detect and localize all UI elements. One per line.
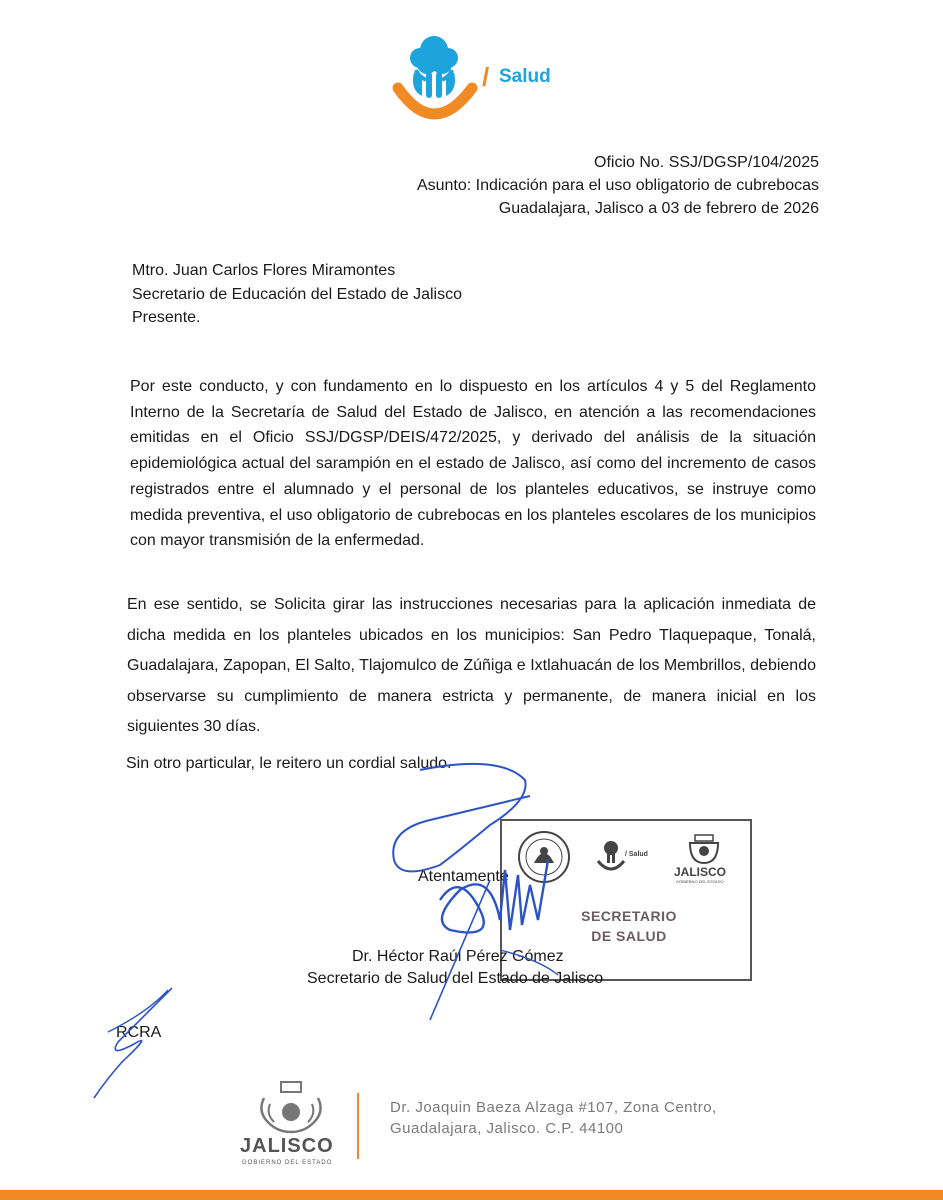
asunto: Asunto: Indicación para el uso obligatorio de cubrebocas bbox=[416, 177, 819, 194]
signer-name: Dr. Héctor Raúl Pérez Gómez bbox=[352, 948, 564, 965]
handwritten-signature bbox=[380, 760, 580, 1030]
initials-scribble bbox=[88, 982, 178, 1102]
stamp-title bbox=[574, 906, 684, 946]
stamp-line-2: DE SALUD bbox=[591, 928, 667, 944]
brand-slash: / bbox=[482, 62, 490, 92]
oficio-number: Oficio No. SSJ/DGSP/104/2025 bbox=[594, 154, 819, 171]
initials: RCRA bbox=[116, 1024, 162, 1041]
footer-address bbox=[390, 1097, 717, 1139]
brand-name: Salud bbox=[499, 66, 551, 87]
stamp-gobierno-label: GOBIERNO DEL ESTADO bbox=[676, 879, 724, 884]
closing-line: Sin otro particular, le reitero un cordial saludo. bbox=[126, 755, 452, 772]
stamp-salud-label: / Salud bbox=[625, 851, 648, 858]
stamp-jalisco-shield-icon bbox=[686, 833, 722, 865]
footer-jalisco: JALISCO bbox=[240, 1135, 334, 1157]
footer-gobierno: GOBIERNO DEL ESTADO bbox=[242, 1160, 333, 1166]
body-paragraph-1: Por este conducto, y con fundamento en lo dispuesto en los artículos 4 y 5 del Reglamento Interno de la Secretaría de Salud del Estado de Jalisco, en atención a las recomendaciones emitidas en el Oficio SSJ/DGSP/DEIS/472/2025, y derivado del análisis de la situación epidemiológica actual del sarampión en el estado de Jalisco, así como del incremento de casos registrados entre el alumnado y el personal de los planteles educativos, se instruye como medida preventiva, el uso obligatorio de cubrebocas en los planteles escolares de los municipios con mayor transmisión de la enfermedad. bbox=[130, 378, 816, 550]
footer-separator bbox=[357, 1093, 359, 1159]
farewell: Atentamente bbox=[418, 868, 509, 885]
signer-title: Secretario de Salud del Estado de Jalisco bbox=[307, 970, 604, 987]
jalisco-shield-icon bbox=[256, 1080, 326, 1136]
place-date: Guadalajara, Jalisco a 03 de febrero de 2026 bbox=[498, 200, 819, 217]
footer-address-line-1: Dr. Joaquin Baeza Alzaga #107, Zona Centro, bbox=[390, 1099, 717, 1116]
recipient-title: Secretario de Educación del Estado de Jalisco bbox=[132, 286, 462, 303]
recipient-greeting: Presente. bbox=[132, 309, 201, 326]
footer-address-line-2: Guadalajara, Jalisco. C.P. 44100 bbox=[390, 1120, 624, 1137]
body-paragraph-2: En ese sentido, se Solicita girar las instrucciones necesarias para la aplicación inmediata de dicha medida en los planteles ubicados en los municipios: San Pedro Tlaquepaque, Tonalá, Guadalajara, Zapopan, El Salto, Tlajomulco de Zúñiga e Ixtlahuacán de los Membrillos, debiendo observarse su cumplimiento de manera estricta y permanente, de manera inicial en los siguientes 30 días. bbox=[127, 596, 816, 735]
stamp-salud-logo-icon bbox=[594, 839, 628, 873]
recipient-name: Mtro. Juan Carlos Flores Miramontes bbox=[132, 262, 396, 279]
footer-orange-bar bbox=[0, 1190, 943, 1200]
stamp-jalisco-label: JALISCO bbox=[674, 865, 727, 879]
stamp-line-1: SECRETARIO bbox=[581, 908, 677, 924]
